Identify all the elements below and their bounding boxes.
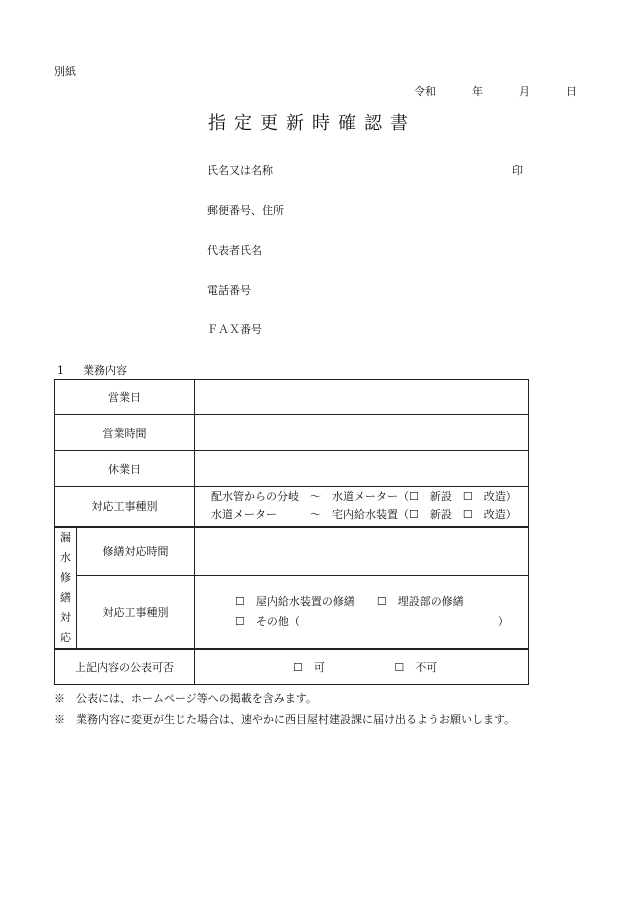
table-row bbox=[55, 527, 529, 576]
repair-option-2[interactable]: ☐ その他（ ） bbox=[235, 614, 509, 628]
work-type-option-2[interactable]: 水道メーター ～ 宅内給水装置（☐ 新設 ☐ 改造） bbox=[211, 508, 517, 522]
seal-mark: 印 bbox=[512, 164, 523, 177]
business-content-table bbox=[54, 379, 529, 685]
work-types-label: 対応工事種別 bbox=[55, 487, 195, 527]
holidays-value[interactable] bbox=[195, 451, 529, 487]
document-title: 指定更新時確認書 bbox=[208, 113, 416, 134]
phone-label: 電話番号 bbox=[207, 284, 251, 297]
leak-char: 修 bbox=[60, 570, 71, 584]
address-label: 郵便番号、住所 bbox=[207, 204, 284, 217]
repair-hours-label: 修繕対応時間 bbox=[77, 527, 195, 576]
table-row bbox=[55, 415, 529, 451]
leak-char: 繕 bbox=[60, 590, 71, 604]
repair-types-value bbox=[195, 575, 529, 648]
table-row bbox=[55, 575, 529, 648]
section-number: 1 bbox=[57, 364, 64, 377]
business-days-value[interactable] bbox=[195, 380, 529, 415]
publish-no-checkbox[interactable]: ☐ 不可 bbox=[394, 660, 438, 674]
date-day: 日 bbox=[566, 85, 577, 98]
repair-hours-value[interactable] bbox=[195, 527, 529, 576]
leak-repair-group-label bbox=[55, 527, 77, 649]
business-hours-value[interactable] bbox=[195, 415, 529, 451]
leak-char: 応 bbox=[60, 630, 71, 644]
leak-char: 漏 bbox=[60, 530, 71, 544]
table-row bbox=[55, 487, 529, 527]
name-label: 氏名又は名称 bbox=[207, 164, 273, 177]
table-row bbox=[55, 380, 529, 415]
section-label: 業務内容 bbox=[83, 364, 127, 377]
publish-value bbox=[195, 649, 529, 685]
repair-types-label: 対応工事種別 bbox=[77, 575, 195, 648]
leak-char: 水 bbox=[60, 550, 71, 564]
fax-label: ＦＡＸ番号 bbox=[207, 323, 262, 336]
representative-label: 代表者氏名 bbox=[207, 244, 262, 257]
note-2: ※ 業務内容に変更が生じた場合は、速やかに西目屋村建設課に届け出るようお願いします。 bbox=[54, 713, 516, 726]
table-row bbox=[55, 451, 529, 487]
date-year: 年 bbox=[472, 85, 483, 98]
leak-char: 対 bbox=[60, 610, 71, 624]
attachment-label: 別紙 bbox=[54, 65, 76, 78]
work-type-option-1[interactable]: 配水管からの分岐 ～ 水道メーター（☐ 新設 ☐ 改造） bbox=[211, 490, 517, 504]
note-1: ※ 公表には、ホームページ等への掲載を含みます。 bbox=[54, 692, 317, 705]
table-row bbox=[55, 649, 529, 685]
repair-option-1[interactable]: ☐ 屋内給水装置の修繕 ☐ 埋設部の修繕 bbox=[235, 594, 464, 608]
date-month: 月 bbox=[519, 85, 530, 98]
publish-yes-checkbox[interactable]: ☐ 可 bbox=[293, 660, 325, 674]
business-hours-label: 営業時間 bbox=[55, 415, 195, 451]
holidays-label: 休業日 bbox=[55, 451, 195, 487]
work-types-value bbox=[195, 487, 529, 527]
section-heading bbox=[57, 362, 127, 378]
publish-label: 上記内容の公表可否 bbox=[55, 649, 195, 685]
date-era: 令和 bbox=[414, 85, 436, 98]
business-days-label: 営業日 bbox=[55, 380, 195, 415]
